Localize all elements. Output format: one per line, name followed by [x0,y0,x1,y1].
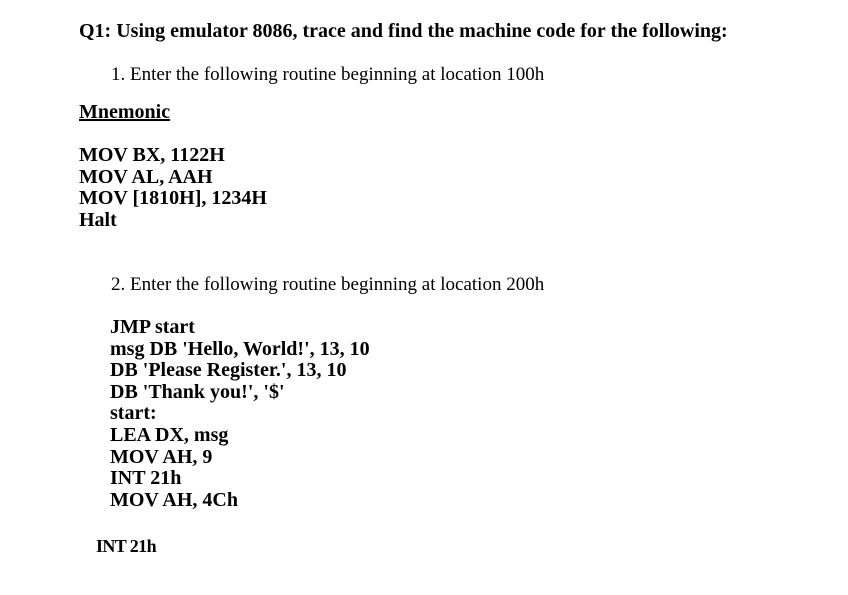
code-line: msg DB 'Hello, World!', 13, 10 [110,337,370,360]
part2-instruction: 2. Enter the following routine beginning at location 200h [111,274,545,295]
question-title: Q1: Using emulator 8086, trace and find the machine code for the following: [79,20,728,42]
code-line: DB 'Please Register.', 13, 10 [110,359,347,382]
part1-code-block [79,145,267,231]
part1-instruction: 1. Enter the following routine beginning at location 100h [111,64,545,85]
code-line: MOV BX, 1122H [79,144,225,166]
code-line: MOV AL, AAH [79,165,213,188]
part2-code-block [110,317,370,511]
code-line-last: INT 21h [96,536,156,556]
code-line: JMP start [110,316,195,338]
code-line: MOV [1810H], 1234H [79,187,267,209]
code-line: MOV AH, 4Ch [110,488,238,511]
code-line: LEA DX, msg [110,423,229,446]
code-line: MOV AH, 9 [110,445,213,468]
code-line: INT 21h [110,467,182,490]
mnemonic-header: Mnemonic [79,101,171,123]
code-line: start: [110,402,157,425]
code-line: Halt [79,208,117,231]
code-line: DB 'Thank you!', '$' [110,380,285,403]
